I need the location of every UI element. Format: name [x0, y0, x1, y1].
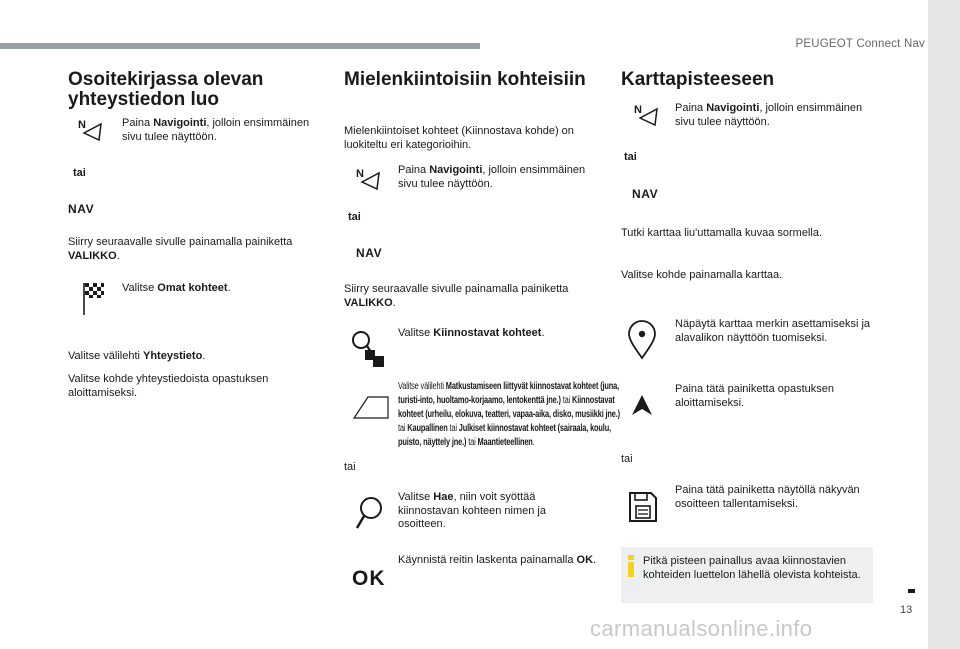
col2-select: Valitse Kiinnostavat kohteet.: [398, 327, 545, 339]
col1-step1: Paina Navigointi, jolloin ensimmäinen sivu tulee näyttöön.: [122, 117, 310, 143]
checkered-flag-icon: [82, 281, 104, 315]
info-icon: [626, 555, 636, 577]
tab-icon: [354, 397, 388, 419]
col3-title: Karttapisteeseen: [621, 69, 775, 90]
col2-start: Käynnistä reitin laskenta painamalla OK.: [398, 554, 597, 566]
map-pin-icon: [627, 320, 657, 360]
col1-goto: Siirry seuraavalle sivulle painamalla painiketta VALIKKO.: [68, 236, 293, 262]
col2-tab-list: Valitse välilehti Matkustamiseen liittyvät kiinnostavat kohteet (juna, turisti-into, huoltamo-korjaamo, lentokenttä jne.) tai Kiinnostavat kohteet (urheilu, elokuva, teatteri, vapaa-aika, disko, musiikki jne.) tai Kaupallinen tai Julkiset kiinnostavat kohteet (sairaala, koulu, puisto, näyttely jne.) tai Maantieteellinen.: [398, 381, 620, 448]
col3-save: Paina tätä painiketta näytöllä näkyvän osoitteen tallentamiseksi.: [675, 484, 860, 510]
col2-or2: tai: [344, 461, 356, 473]
svg-text:N: N: [78, 119, 86, 131]
col2-nav-button-label: NAV: [356, 246, 383, 260]
watermark: carmanualsonline.info: [590, 616, 813, 641]
guidance-arrow-icon: [631, 394, 653, 416]
col3-step1: Paina Navigointi, jolloin ensimmäinen sivu tulee näyttöön.: [675, 102, 863, 128]
col3-marker: Näpäytä karttaa merkin asettamiseksi ja alavalikon näyttöön tuomiseksi.: [675, 318, 871, 344]
col1-select: Valitse Omat kohteet.: [122, 282, 231, 294]
navigation-icon: [78, 118, 106, 146]
col3-choose: Valitse kohde painamalla karttaa.: [621, 269, 783, 281]
col1-tab: Valitse välilehti Yhteystieto.: [68, 350, 206, 362]
col3-or2: tai: [621, 453, 633, 465]
col2-or: tai: [348, 211, 361, 223]
col3-guide: Paina tätä painiketta opastuksen aloittamiseksi.: [675, 383, 835, 409]
col2-title: Mielenkiintoisiin kohteisiin: [344, 69, 586, 90]
save-icon: [628, 491, 658, 523]
magnifier-icon: [356, 496, 384, 530]
col1-title: Osoitekirjassa olevan yhteystiedon luo: [68, 69, 264, 110]
col3-nav-button-label: NAV: [632, 187, 659, 201]
side-tab: [928, 0, 960, 649]
col2-search: Valitse Hae, niin voit syöttää kiinnostavan kohteen nimen ja osoitteen.: [398, 491, 546, 530]
brand-label: PEUGEOT Connect Nav: [795, 38, 925, 50]
col3-explore: Tutki karttaa liu'uttamalla kuvaa sormella.: [621, 227, 822, 239]
col2-step1: Paina Navigointi, jolloin ensimmäinen sivu tulee näyttöön.: [398, 164, 586, 190]
poi-search-icon: [351, 330, 385, 368]
page-number: 13: [900, 604, 913, 616]
col1-or: tai: [73, 167, 86, 179]
svg-text:N: N: [356, 168, 364, 180]
svg-text:N: N: [634, 104, 642, 116]
col1-guide: Valitse kohde yhteystiedoista opastuksen aloittamiseksi.: [68, 373, 269, 399]
col1-nav-button-label: NAV: [68, 202, 95, 216]
section-marker: [908, 589, 915, 593]
info-note-text: Pitkä pisteen painallus avaa kiinnostavien kohteiden luettelon lähellä olevista kohteista.: [643, 555, 861, 581]
navigation-icon: [634, 103, 662, 131]
ok-button-label: OK: [352, 567, 386, 590]
col3-or: tai: [624, 151, 637, 163]
header-bar: [0, 43, 480, 49]
col2-intro: Mielenkiintoiset kohteet (Kiinnostava kohde) on luokiteltu eri kategorioihin.: [344, 125, 574, 151]
col2-goto: Siirry seuraavalle sivulle painamalla painiketta VALIKKO.: [344, 283, 569, 309]
navigation-icon: [356, 167, 384, 195]
